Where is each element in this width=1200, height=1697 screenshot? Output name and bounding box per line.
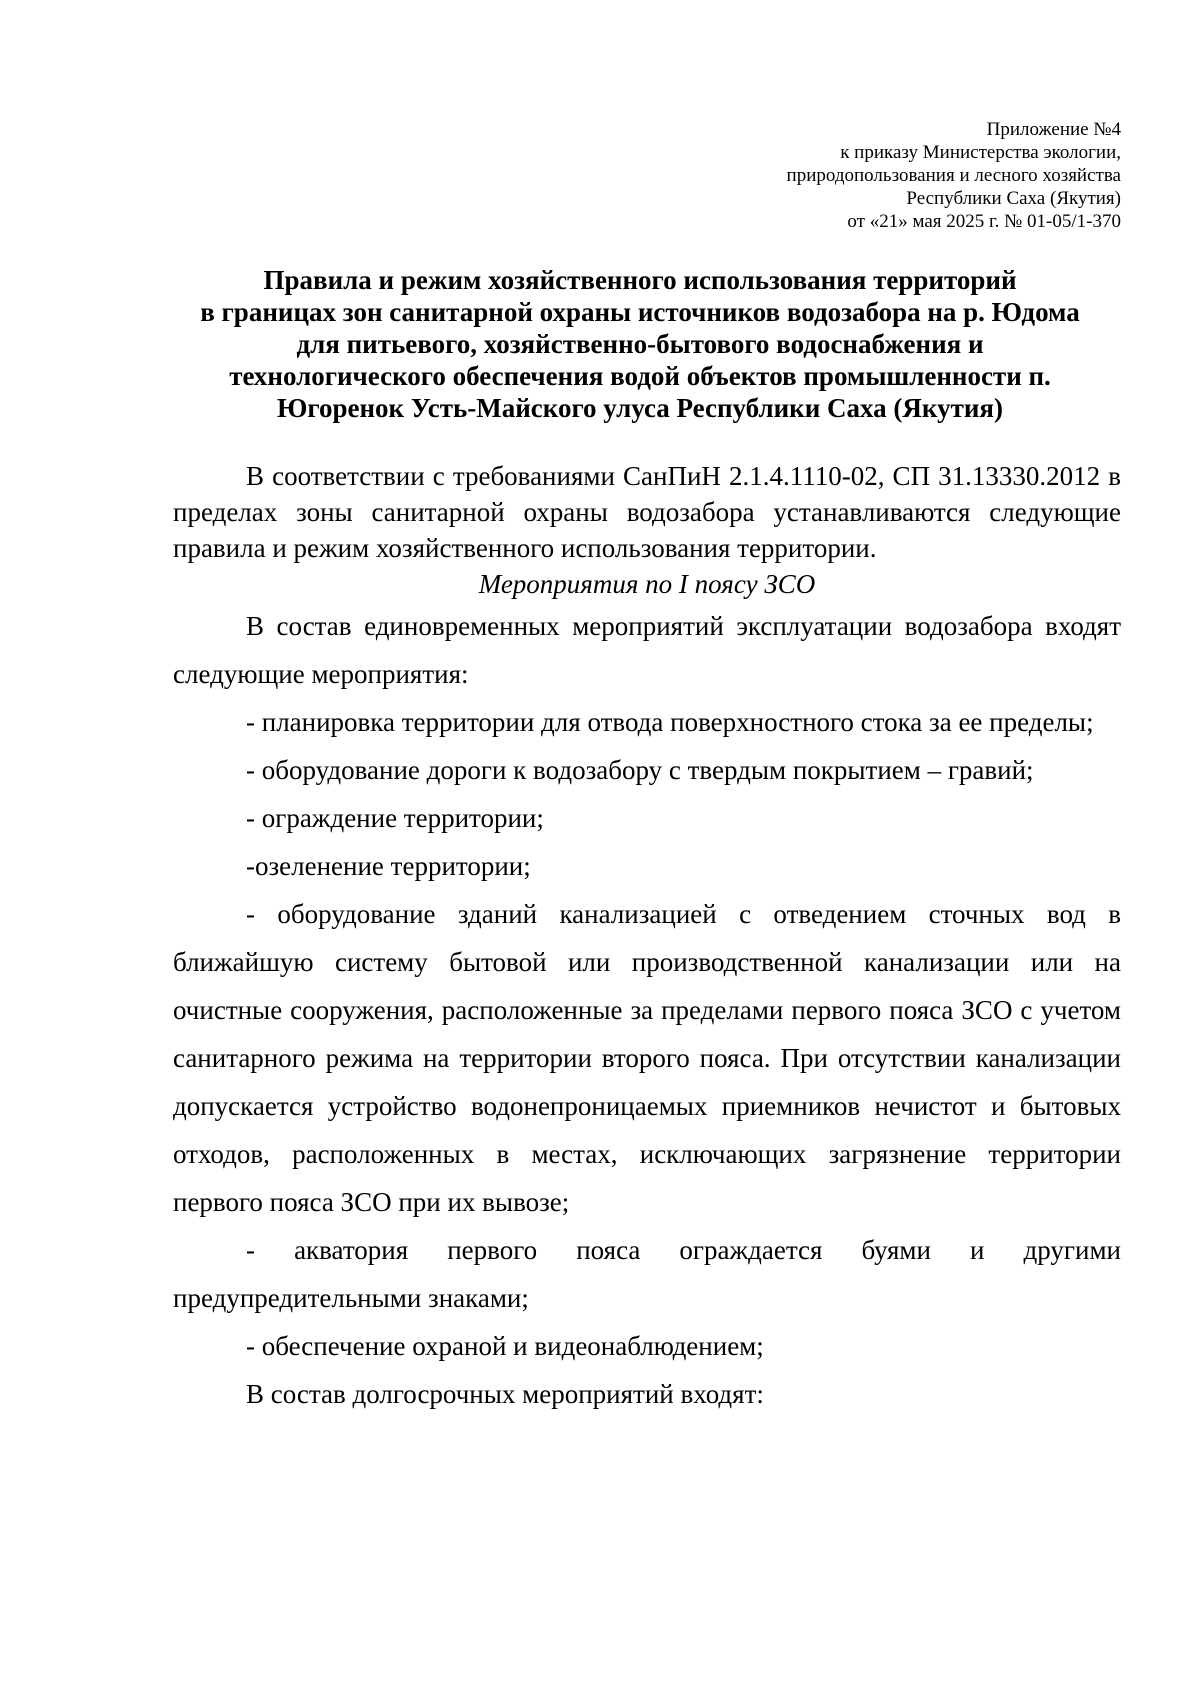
title-line: Югоренок Усть-Майского улуса Республики Саха (Якутия) <box>276 393 1004 423</box>
appendix-number: Приложение №4 <box>986 119 1121 140</box>
list-item: - акватория первого пояса ограждается буями и другими предупредительными знаками; <box>173 1235 1121 1313</box>
long-term-paragraph: В состав долгосрочных мероприятий входят: <box>246 1379 764 1409</box>
list-item: - планировка территории для отвода поверхностного стока за ее пределы; <box>246 707 1094 737</box>
appendix-ministry: природопользования и лесного хозяйства <box>786 165 1121 186</box>
list-item: - оборудование зданий канализацией с отведением сточных вод в ближайшую систему бытовой или производственной канализации или на очистные сооружения, расположенные за пределами первого пояса ЗСО с учетом санитарного режима на территории второго пояса. При отсутствии канализации допускается устройство водонепроницаемых приемников нечистот и бытовых отходов, расположенных в местах, исключающих загрязнение территории первого пояса ЗСО при их вывозе; <box>173 899 1121 1217</box>
lead-paragraph: В состав единовременных мероприятий эксплуатации водозабора входят следующие мероприятия: <box>173 611 1121 689</box>
title-line: Правила и режим хозяйственного использования территорий <box>263 265 1017 295</box>
document-body <box>173 458 1121 1418</box>
list-item: - обеспечение охраной и видеонаблюдением; <box>246 1331 764 1361</box>
appendix-date: от «21» мая 2025 г. № 01-05/1-370 <box>847 211 1121 232</box>
list-item: - ограждение территории; <box>246 803 544 833</box>
appendix-order-ref: к приказу Министерства экологии, <box>840 142 1121 163</box>
document-title <box>160 264 1120 424</box>
appendix-header <box>601 118 1121 233</box>
list-item: - оборудование дороги к водозабору с твердым покрытием – гравий; <box>246 755 1034 785</box>
title-line: для питьевого, хозяйственно-бытового водоснабжения и <box>296 329 984 359</box>
list-item: -озеленение территории; <box>246 851 531 881</box>
appendix-republic: Республики Саха (Якутия) <box>906 188 1121 209</box>
title-line: в границах зон санитарной охраны источников водозабора на р. Юдома <box>200 297 1080 327</box>
intro-paragraph: В соответствии с требованиями СанПиН 2.1.4.1110-02, СП 31.13330.2012 в пределах зоны санитарной охраны водозабора устанавливаются следующие правила и режим хозяйственного использования территории. <box>173 461 1121 563</box>
section-heading: Мероприятия по I поясу ЗСО <box>478 569 816 599</box>
title-line: технологического обеспечения водой объектов промышленности п. <box>229 361 1051 391</box>
